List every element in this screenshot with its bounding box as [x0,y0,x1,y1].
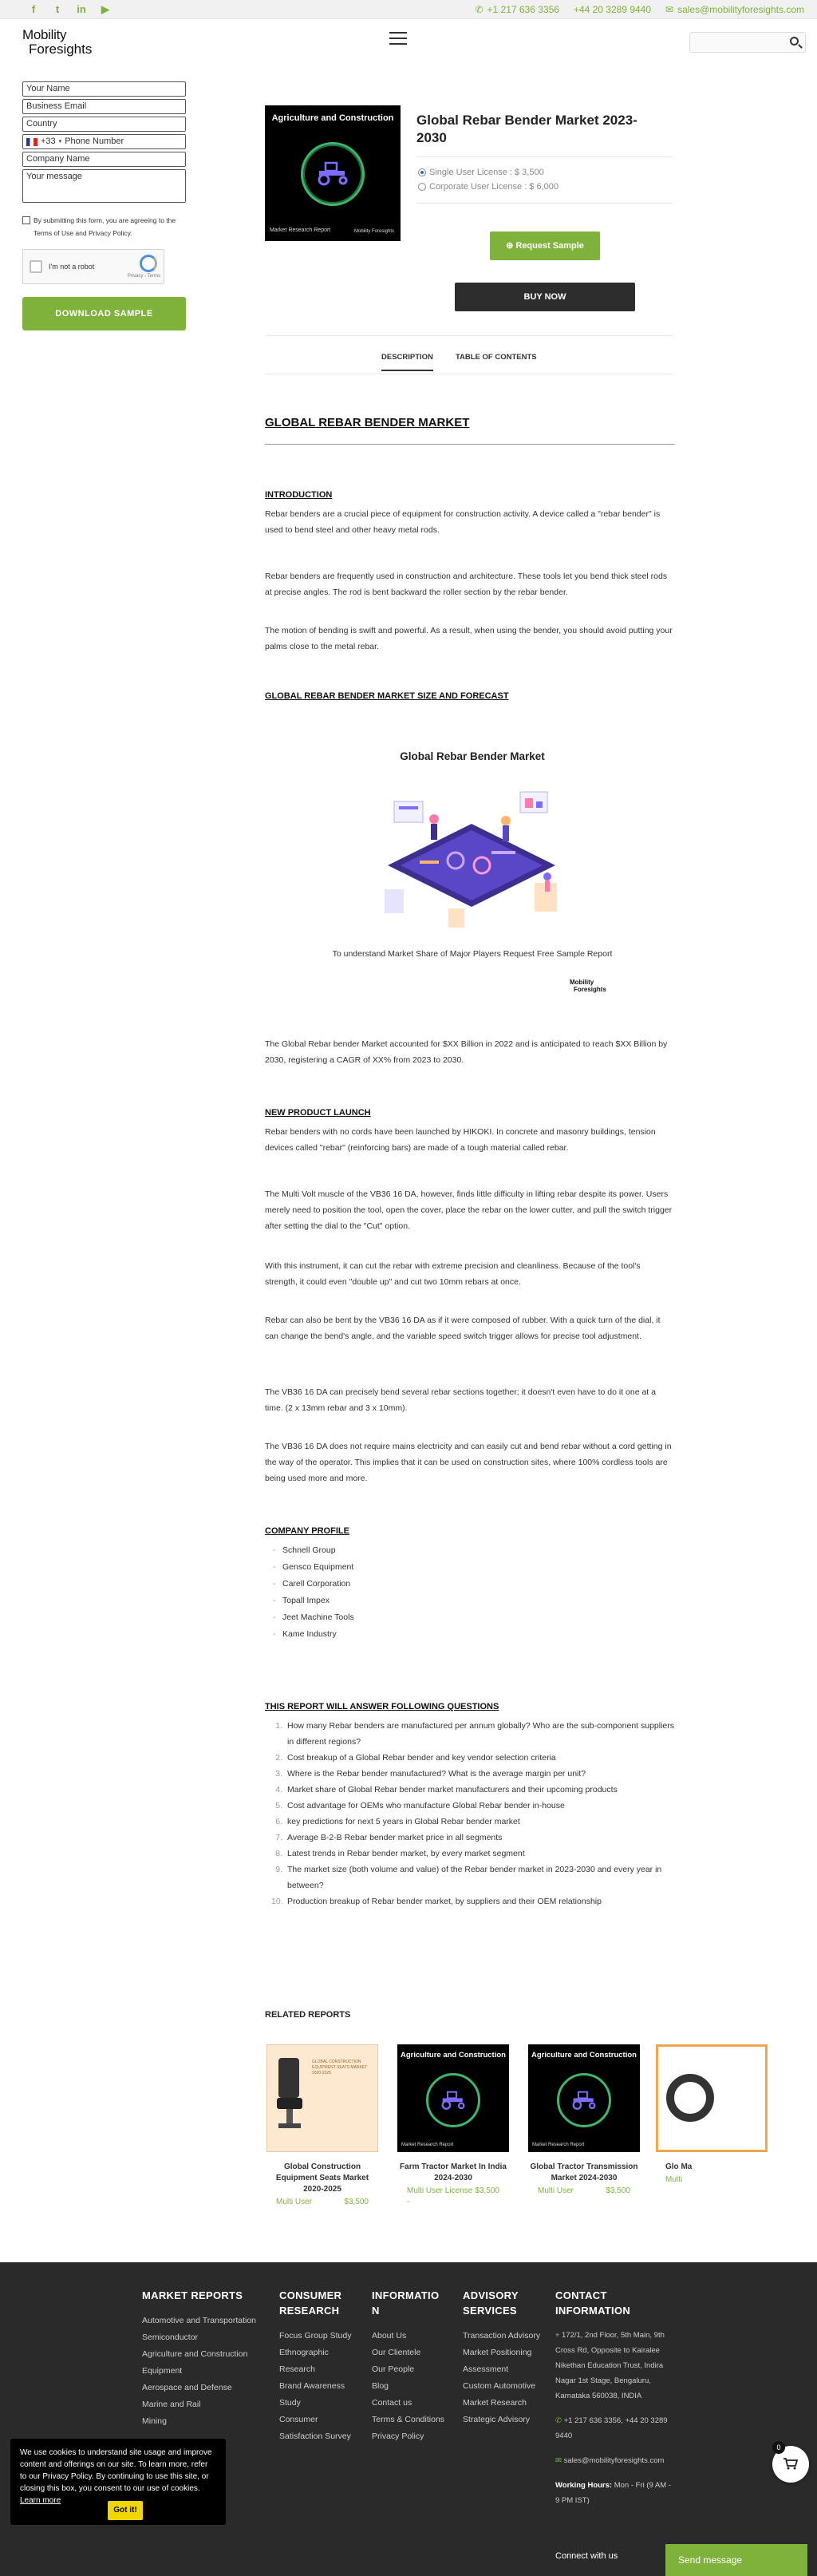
email-row[interactable] [555,2453,675,2468]
cover-footer: Market Research Report [270,228,331,233]
linkedin-icon[interactable]: in [77,3,86,15]
question-text: key predictions for next 5 years in Global Rebar bender market [287,1817,520,1826]
social-links [27,3,112,16]
chevron-down-icon[interactable]: ▾ [58,139,62,144]
mail-icon: ✉ [555,2456,564,2465]
license-corporate-radio[interactable] [418,183,426,191]
seat-cover-text: GLOBAL CONSTRUCTION EQUIPMENT SEATS MARKET 2020-2025 [312,2060,368,2075]
site-logo[interactable] [22,27,110,62]
list-item: 5. Cost advantage for OEMs who manufacture Global Rebar bender in-house [275,1801,565,1810]
related-price: $3,500 [344,2198,369,2206]
launch-paragraph-2: The Multi Volt muscle of the VB36 16 DA, however, finds little difficulty in lifting rebar despite its power. Users merely need to position the tool, open the cover, place the rebar on the lower cutter, and pull the switch trigger after setting the dial to the "Cut" option. [265,1189,673,1231]
mail-icon: ✉ [665,4,674,15]
cart-count-badge: 0 [772,2441,785,2454]
list-item: 2. Cost breakup of a Global Rebar bender and key vendor selection criteria [275,1753,556,1763]
email-link[interactable] [665,4,804,15]
related-title[interactable]: Glo Ma [665,2162,693,2171]
footer-link[interactable]: About Us [372,2331,407,2341]
cart-icon [783,2457,799,2470]
footer-link[interactable]: Agriculture and Construction Equipment [142,2349,248,2376]
footer-link[interactable]: Automotive and Transportation [142,2316,257,2325]
infographic-brand-line2: Foresights [574,986,606,993]
search-input[interactable] [689,32,806,53]
footer-link[interactable]: Market Positioning Assessment [463,2348,532,2374]
related-reports-heading: RELATED REPORTS [265,2010,351,2020]
footer-consumer-research [279,2288,359,2445]
top-bar [0,0,817,19]
divider [265,335,673,336]
license-single-option[interactable] [418,168,544,177]
footer-link[interactable]: Our People [372,2364,415,2374]
related-license: Multi User License - [407,2186,473,2206]
country-field[interactable]: Country [22,117,186,132]
heading-divider [265,444,675,445]
phone-uk-text: +44 20 3289 9440 [573,4,652,15]
footer-link[interactable]: Consumer Satisfaction Survey [279,2415,351,2441]
list-item: 8. Latest trends in Rebar bender market, by every market segment [275,1849,525,1858]
question-text: Where is the Rebar bender manufactured? What is the average margin per unit? [287,1769,586,1779]
company-field[interactable]: Company Name [22,152,186,167]
footer-link[interactable]: Privacy Policy [372,2432,424,2441]
top-contact [475,4,804,15]
related-card[interactable] [266,2044,378,2208]
address-row [555,2328,675,2404]
footer-information [372,2288,445,2445]
question-text: Cost advantage for OEMs who manufacture Global Rebar bender in-house [287,1801,565,1810]
main-heading: GLOBAL REBAR BENDER MARKET [265,416,470,429]
list-item: 10. Production breakup of Rebar bender market, by suppliers and their OEM relationship [271,1897,602,1906]
related-price-row [266,2197,378,2208]
footer-advisory [463,2288,543,2428]
related-price: $3,500 [475,2186,499,2195]
page-title: Global Rebar Bender Market 2023-2030 [416,113,637,145]
twitter-icon[interactable]: t [55,3,60,15]
related-cover-image[interactable] [397,2044,509,2152]
logo-line2 [29,42,110,57]
hours-label: Working Hours: [555,2481,613,2490]
plus-circle-icon: ⊕ [506,241,514,251]
tractor-icon [439,2089,468,2110]
phones-text: +1 217 636 3356, +44 20 3289 9440 [555,2416,668,2440]
list-item: 9. The market size (both volume and value) of the Rebar bender market in 2023-2030 and every year in between? [275,1865,662,1890]
footer-contact-details [555,2328,675,2508]
license-corporate-option[interactable] [418,182,558,192]
footer-heading: CONTACT INFORMATION [555,2289,631,2317]
phone-link-us[interactable] [475,4,558,15]
footer-link[interactable]: Brand Awareness Study [279,2381,345,2408]
cover-brand: Mobility Foresights [353,229,394,234]
hours-text: Mon - Fri (9 AM - 9 PM IST) [555,2481,671,2505]
phone-field[interactable] [22,134,186,149]
question-text: Cost breakup of a Global Rebar bender and key vendor selection criteria [287,1753,556,1763]
consent-row [22,214,186,239]
location-icon: ⌖ [555,2331,562,2340]
launch-paragraph-1: Rebar benders with no cords have been launched by HIKOKI. In concrete and masonry buildings, tension devices called "rebar" (reinforcing bars) are made of a tough material called rebar. [265,1127,656,1153]
consent-text: By submitting this form, you are agreeing to the Terms of Use and Privacy Policy. [34,216,176,237]
footer-link[interactable]: Contact us [372,2398,412,2408]
footer-link[interactable]: Mining [142,2416,167,2426]
tractor-icon [314,160,351,185]
divider [416,156,673,157]
related-price-row [397,2186,509,2208]
related-cover-footer: Market Research Report [532,2143,585,2147]
footer-link[interactable]: Our Clientele [372,2348,421,2357]
recaptcha-widget [22,249,164,284]
connect-with-us: Connect with us [555,2551,618,2561]
related-title[interactable]: Global Tractor Transmission Market 2024-2030 [530,2162,638,2182]
related-card-clipped-wrap [656,2044,693,2204]
infographic-brand-line1: Mobility [570,979,594,986]
report-cover-image [265,105,401,241]
phone-link-uk[interactable] [574,4,651,15]
related-title[interactable]: Global Construction Equipment Seats Market 2020-2025 [275,2162,369,2194]
facebook-icon[interactable]: f [31,3,36,15]
download-sample-button[interactable]: DOWNLOAD SAMPLE [22,297,186,330]
license-single-label: Single User License : $ 3,500 [429,168,544,177]
footer-link[interactable]: Blog [372,2381,389,2391]
sample-request-form [22,81,186,330]
related-cover-image[interactable] [656,2044,768,2152]
infographic-caption: To understand Market Share of Major Players Request Free Sample Report [332,949,613,959]
message-field[interactable]: Your message [22,169,186,203]
list-item: - Topall Impex [265,1593,354,1609]
footer-link[interactable]: Marine and Rail [142,2400,201,2409]
footer-link[interactable]: Semiconductor [142,2333,199,2342]
footer-heading: ADVISORY SERVICES [463,2289,519,2317]
intro-paragraph-3: The motion of bending is swift and powerful. As a result, when using the bender, you should avoid putting your palms close to the metal rebar. [265,626,673,651]
list-item: 1. How many Rebar benders are manufactured per annum globally? Who are the sub-component suppliers in different regions? [275,1721,675,1747]
email-field[interactable]: Business Email [22,99,186,114]
related-price-row [528,2186,640,2197]
footer-link[interactable]: Strategic Advisory [463,2415,531,2424]
phone-us-text: +1 217 636 3356 [487,4,559,15]
question-text: Latest trends in Rebar bender market, by every market segment [287,1849,525,1858]
related-card[interactable] [528,2044,640,2197]
cover-category: Agriculture and Construction [271,113,394,123]
footer-link[interactable]: Custom Automotive Market Research [463,2381,536,2408]
recaptcha-icon [140,255,157,272]
captcha-checkbox[interactable] [30,260,42,273]
youtube-icon[interactable]: ▶ [101,3,109,15]
footer-link[interactable]: Transaction Advisory [463,2331,541,2341]
list-item: 4. Market share of Global Rebar bender market manufacturers and their upcoming products [275,1785,618,1794]
footer-heading: MARKET REPORTS [142,2289,243,2301]
footer-market-reports [142,2288,262,2430]
license-corporate-label: Corporate User License : $ 6,000 [429,182,559,192]
launch-paragraph-6: The VB36 16 DA does not require mains electricity and can easily cut and bend rebar without a cord getting in the way of the operator. This implies that it can be used on construction sites, where 100% cordless tools are being used more and more. [265,1442,672,1483]
divider [416,203,673,204]
related-card[interactable] [656,2044,768,2186]
country-code[interactable]: +33 [41,137,56,146]
infographic-title: Global Rebar Bender Market [400,750,545,762]
related-cover-footer: Market Research Report [401,2143,454,2147]
question-text: Market share of Global Rebar bender market manufacturers and their upcoming products [287,1785,618,1794]
profile-heading: COMPANY PROFILE [265,1526,349,1536]
market-infographic[interactable] [265,749,680,993]
tab-table-of-contents[interactable]: TABLE OF CONTENTS [455,353,537,362]
question-text: How many Rebar benders are manufactured per annum globally? Who are the sub-component suppliers in different regions? [287,1721,675,1747]
intro-paragraph-2: Rebar benders are frequently used in construction and architecture. These tools let you bend thick steel rods at precise angles. The rod is bent backward the roller section by the rebar bender. [265,572,668,597]
dashboard-illustration-icon [372,778,571,937]
list-item: 6. key predictions for next 5 years in Global Rebar bender market [275,1817,520,1826]
related-license: Multi User [276,2198,313,2206]
phone-icon: ✆ [475,4,483,15]
captcha-links[interactable]: Privacy - Terms [127,274,160,279]
intro-paragraph-1: Rebar benders are a crucial piece of equipment for construction activity. A device called a "rebar bender" is used to bend steel and other heavy metal rods. [265,509,661,535]
list-item: - Kame Industry [265,1626,354,1643]
cookie-learn-more-link[interactable]: Learn more [20,2496,61,2505]
cookie-banner [10,2439,226,2525]
list-item: 3. Where is the Rebar bender manufactured? What is the average margin per unit? [275,1769,586,1779]
hours-row [555,2478,675,2508]
footer-heading: CONSUMER RESEARCH [279,2289,342,2317]
address-text: 172/1, 2nd Floor, 5th Main, 9th Cross Rd, Opposite to Kairalee Nikethan Education Trust, Indira Nagar 1st Stage, Bengaluru, Karnataka 560038, INDIA [555,2331,665,2400]
menu-icon[interactable] [389,32,407,45]
related-price-row [656,2174,768,2186]
logo-line2-text: Foresights [29,42,93,57]
phone-row[interactable] [555,2413,675,2443]
footer-contact [555,2288,675,2508]
launch-heading: NEW PRODUCT LAUNCH [265,1108,371,1118]
list-item: - Schnell Group [265,1542,354,1559]
footer-heading: INFORMATION [372,2289,440,2317]
size-heading: GLOBAL REBAR BENDER MARKET SIZE AND FORECAST [265,691,509,701]
launch-paragraph-5: The VB36 16 DA can precisely bend several rebar sections together; it doesn't even have to do it one at a time. (2 x 13mm rebar and 3 x 10mm). [265,1387,656,1413]
related-license: Multi [665,2175,683,2184]
list-item: - Gensco Equipment [265,1559,354,1576]
cookie-text: We use cookies to understand site usage and improve content and offerings on our site. To learn more, refer to our Privacy Policy. By continuing to use this site, or closing this box, you consent to our use of cookies. [20,2448,212,2493]
questions-list [265,1718,675,1909]
question-text: Production breakup of Rebar bender market, by suppliers and their OEM relationship [287,1897,602,1906]
related-card[interactable] [397,2044,509,2208]
seat-icon [274,2055,306,2135]
cart-button[interactable] [772,2443,809,2483]
request-sample-button[interactable] [490,231,600,260]
infographic-brand [570,979,606,993]
request-sample-label: Request Sample [515,241,584,251]
steering-wheel-icon [666,2074,714,2122]
tab-description[interactable]: DESCRIPTION [381,353,433,371]
footer-link[interactable]: Aerospace and Defense [142,2383,232,2392]
logo-line1: Mobility [22,27,67,42]
list-item: - Carell Corporation [265,1576,354,1593]
send-message-button[interactable]: Send message [665,2544,807,2576]
buy-now-button[interactable]: BUY NOW [455,283,635,311]
name-field[interactable]: Your Name [22,81,186,97]
question-text: The market size (both volume and value) of the Rebar bender market in 2023-2030 and every year in between? [287,1865,662,1890]
search-icon[interactable] [790,37,799,46]
related-title[interactable]: Farm Tractor Market In India 2024-2030 [400,2162,507,2182]
related-license: Multi User [538,2186,574,2195]
related-cover-category: Agriculture and Construction [401,2051,506,2060]
related-price: $3,500 [606,2186,630,2195]
phone-placeholder: Phone Number [65,137,124,146]
related-cover-category: Agriculture and Construction [531,2051,637,2060]
question-text: Average B-2-B Rebar bender market price in all segments [287,1833,503,1842]
intro-heading: INTRODUCTION [265,490,333,500]
list-item: - Jeet Machine Tools [265,1609,354,1626]
footer-link[interactable]: Focus Group Study [279,2331,352,2341]
questions-heading: THIS REPORT WILL ANSWER FOLLOWING QUESTIONS [265,1702,499,1711]
footer-link[interactable]: Ethnographic Research [279,2348,329,2374]
email-text: sales@mobilityforesights.com [677,4,804,15]
tractor-icon [570,2089,598,2110]
cookie-accept-button[interactable]: Got it! [108,2501,143,2520]
size-paragraph: The Global Rebar bender Market accounted for $XX Billion in 2022 and is anticipated to reach $XX Billion by 2030, registering a CAGR of XX% from 2023 to 2030. [265,1039,668,1065]
france-flag-icon[interactable] [26,138,37,146]
phone-icon: ✆ [555,2416,564,2425]
content-tabs [381,353,537,371]
related-cover-image[interactable] [528,2044,640,2152]
captcha-label: I'm not a robot [49,263,95,271]
email-text: sales@mobilityforesights.com [563,2456,665,2465]
license-single-radio[interactable] [418,168,426,176]
launch-paragraph-3: With this instrument, it can cut the rebar with extreme precision and cleanliness. Because of the tool's strength, it could even "double up" and cut two 10mm rebars at once. [265,1261,641,1287]
site-footer [0,2262,817,2576]
consent-checkbox[interactable] [22,216,30,224]
list-item: 7. Average B-2-B Rebar bender market price in all segments [275,1833,503,1842]
footer-link[interactable]: Terms & Conditions [372,2415,445,2424]
company-list [265,1542,354,1643]
launch-paragraph-4: Rebar can also be bent by the VB36 16 DA as if it were composed of rubber. With a quick turn of the dial, it can change the bend's angle, and the variable speed switch trigger allows for precise tool adjustment. [265,1316,661,1341]
related-cover-image[interactable] [266,2044,378,2152]
